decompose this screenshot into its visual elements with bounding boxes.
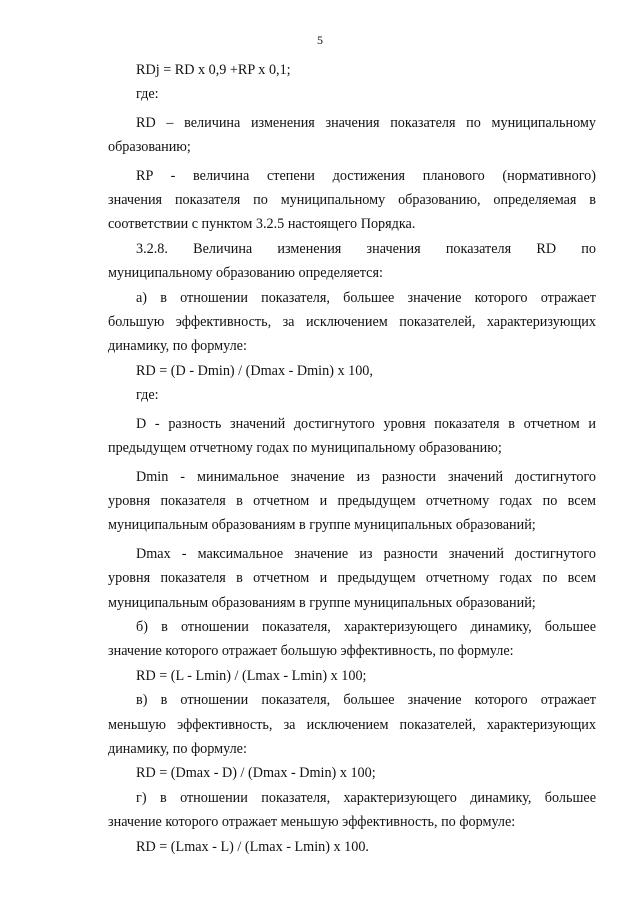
text-line: RD = (Lmax - L) / (Lmax - Lmin) x 100. (136, 838, 369, 855)
text-line: где: (136, 86, 159, 103)
text-line: г) в отношении показателя, характеризующего динамику, большее (136, 789, 596, 806)
text-line: предыдущем отчетному годах по муниципальному образованию; (108, 440, 502, 457)
text-line: значение которого отражает большую эффективность, по формуле: (108, 643, 514, 660)
text-line: D - разность значений достигнутого уровня показателя в отчетном и (136, 415, 596, 432)
text-line: уровня показателя в отчетном и предыдущем отчетному годах по всем (108, 492, 596, 509)
text-line: Dmax - максимальное значение из разности значений достигнутого (136, 545, 596, 562)
text-line: динамику, по формуле: (108, 740, 247, 757)
text-line: в) в отношении показателя, большее значение которого отражает (136, 692, 596, 709)
text-line: Dmin - минимальное значение из разности значений достигнутого (136, 468, 596, 485)
text-line: соответствии с пунктом 3.2.5 настоящего Порядка. (108, 216, 416, 233)
text-line: а) в отношении показателя, большее значение которого отражает (136, 289, 596, 306)
text-line: значение которого отражает меньшую эффективность, по формуле: (108, 814, 516, 831)
text-line: RD – величина изменения значения показателя по муниципальному (136, 114, 596, 131)
text-line: меньшую эффективность, за исключением показателей, характеризующих (108, 716, 596, 733)
text-line: RD = (L - Lmin) / (Lmax - Lmin) x 100; (136, 667, 367, 684)
text-line: где: (136, 387, 159, 404)
text-line: б) в отношении показателя, характеризующего динамику, большее (136, 618, 596, 635)
text-line: муниципальным образованиям в группе муниципальных образований; (108, 594, 536, 611)
text-line: RD = (Dmax - D) / (Dmax - Dmin) x 100; (136, 765, 376, 782)
text-line: динамику, по формуле: (108, 338, 247, 355)
text-line: образованию; (108, 139, 191, 156)
document-body (108, 58, 596, 859)
text-line: RDj = RD x 0,9 +RP x 0,1; (136, 62, 291, 78)
text-line: большую эффективность, за исключением показателей, характеризующих (108, 314, 596, 331)
text-line: значения показателя по муниципальному образованию, определяемая в (108, 192, 596, 209)
text-line: RD = (D - Dmin) / (Dmax - Dmin) x 100, (136, 362, 373, 379)
text-line: 3.2.8. Величина изменения значения показателя RD по (136, 240, 596, 257)
page-number: 5 (317, 33, 323, 47)
text-line: муниципальному образованию определяется: (108, 265, 383, 282)
text-line: муниципальным образованиям в группе муниципальных образований; (108, 517, 536, 534)
text-line: уровня показателя в отчетном и предыдущем отчетному годах по всем (108, 570, 596, 587)
text-line: RP - величина степени достижения планового (нормативного) (136, 167, 596, 184)
